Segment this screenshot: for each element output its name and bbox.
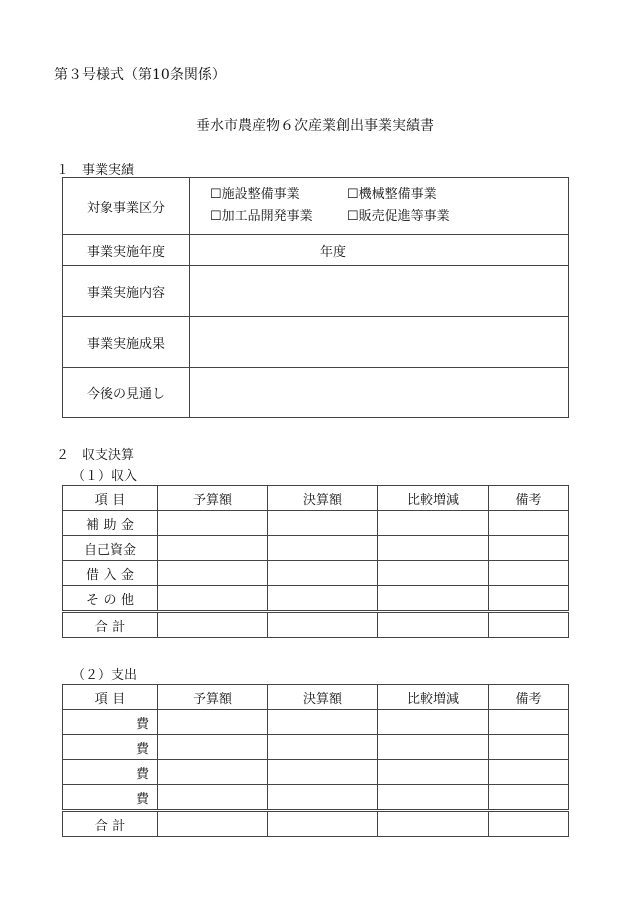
checkbox-icon[interactable]: ☐ — [210, 187, 222, 202]
total-label: 合計 — [63, 811, 158, 837]
category-option-machinery[interactable] — [347, 184, 437, 206]
year-suffix: 年度 — [320, 244, 347, 260]
budget-cell[interactable] — [158, 511, 268, 536]
settlement-cell[interactable] — [268, 735, 378, 760]
expenditure-table — [62, 684, 569, 837]
outlook-row — [63, 368, 569, 418]
year-label: 事業実施年度 — [63, 235, 190, 266]
category-label: 対象事業区分 — [63, 178, 190, 235]
checkbox-icon[interactable]: ☐ — [210, 209, 222, 224]
income-row-own-funds — [63, 536, 569, 561]
settlement-cell[interactable] — [268, 561, 378, 586]
checkbox-icon[interactable]: ☐ — [347, 209, 359, 224]
document-title: 垂水市農産物６次産業創出事業実績書 — [196, 118, 434, 134]
remarks-cell[interactable] — [489, 536, 569, 561]
content-row — [63, 266, 569, 317]
settlement-cell[interactable] — [268, 785, 378, 811]
header-budget: 予算額 — [158, 685, 268, 710]
remarks-cell[interactable] — [489, 811, 569, 837]
row-label: その他 — [63, 586, 158, 612]
header-settlement: 決算額 — [268, 486, 378, 511]
expenditure-row — [63, 785, 569, 811]
difference-cell[interactable] — [378, 760, 489, 785]
remarks-cell[interactable] — [489, 785, 569, 811]
budget-cell[interactable] — [158, 760, 268, 785]
budget-cell[interactable] — [158, 710, 268, 735]
category-option-product-dev[interactable] — [210, 206, 347, 228]
category-row — [63, 178, 569, 235]
row-label: 借入金 — [63, 561, 158, 586]
expenditure-row — [63, 735, 569, 760]
header-item: 項目 — [63, 685, 158, 710]
category-option-label: 加工品開発事業 — [221, 209, 313, 224]
budget-cell[interactable] — [158, 586, 268, 612]
income-row-other — [63, 586, 569, 612]
income-row-loans — [63, 561, 569, 586]
remarks-cell[interactable] — [489, 586, 569, 612]
budget-cell[interactable] — [158, 735, 268, 760]
difference-cell[interactable] — [378, 536, 489, 561]
expenditure-row — [63, 760, 569, 785]
year-row — [63, 235, 569, 266]
header-settlement: 決算額 — [268, 685, 378, 710]
budget-cell[interactable] — [158, 612, 268, 638]
difference-cell[interactable] — [378, 586, 489, 612]
remarks-cell[interactable] — [489, 760, 569, 785]
category-option-sales-promo[interactable] — [347, 206, 450, 228]
difference-cell[interactable] — [378, 811, 489, 837]
income-heading: （１）収入 — [72, 469, 138, 484]
remarks-cell[interactable] — [489, 511, 569, 536]
settlement-cell[interactable] — [268, 536, 378, 561]
row-label: 自己資金 — [63, 536, 158, 561]
row-label: 費 — [63, 735, 158, 760]
header-budget: 予算額 — [158, 486, 268, 511]
header-difference: 比較増減 — [378, 685, 489, 710]
settlement-cell[interactable] — [268, 586, 378, 612]
results-label: 事業実施成果 — [63, 317, 190, 368]
form-number: 第３号様式（第10条関係） — [54, 67, 226, 83]
settlement-cell[interactable] — [268, 612, 378, 638]
content-field[interactable] — [190, 266, 569, 317]
remarks-cell[interactable] — [489, 612, 569, 638]
row-label: 費 — [63, 710, 158, 735]
difference-cell[interactable] — [378, 735, 489, 760]
outlook-field[interactable] — [190, 368, 569, 418]
expenditure-heading: （２）支出 — [72, 668, 138, 683]
remarks-cell[interactable] — [489, 561, 569, 586]
results-row — [63, 317, 569, 368]
budget-cell[interactable] — [158, 785, 268, 811]
settlement-cell[interactable] — [268, 710, 378, 735]
budget-cell[interactable] — [158, 561, 268, 586]
difference-cell[interactable] — [378, 785, 489, 811]
difference-cell[interactable] — [378, 612, 489, 638]
remarks-cell[interactable] — [489, 735, 569, 760]
checkbox-icon[interactable]: ☐ — [347, 187, 359, 202]
category-option-label: 施設整備事業 — [221, 187, 300, 202]
header-remarks: 備考 — [489, 685, 569, 710]
year-field[interactable] — [190, 235, 569, 266]
category-options — [190, 178, 569, 235]
row-label: 費 — [63, 785, 158, 811]
section-1-heading: １ 事業実績 — [56, 163, 135, 178]
category-option-label: 販売促進等事業 — [358, 209, 450, 224]
remarks-cell[interactable] — [489, 710, 569, 735]
total-label: 合計 — [63, 612, 158, 638]
header-item: 項目 — [63, 486, 158, 511]
row-label: 費 — [63, 760, 158, 785]
category-option-facility[interactable] — [210, 184, 347, 206]
outlook-label: 今後の見通し — [63, 368, 190, 418]
expenditure-row — [63, 710, 569, 735]
income-header-row — [63, 486, 569, 511]
settlement-cell[interactable] — [268, 760, 378, 785]
difference-cell[interactable] — [378, 710, 489, 735]
header-remarks: 備考 — [489, 486, 569, 511]
income-row-subsidy — [63, 511, 569, 536]
expenditure-header-row — [63, 685, 569, 710]
difference-cell[interactable] — [378, 511, 489, 536]
results-table — [62, 177, 569, 418]
content-label: 事業実施内容 — [63, 266, 190, 317]
income-table — [62, 485, 569, 638]
settlement-cell[interactable] — [268, 811, 378, 837]
income-total-row — [63, 612, 569, 638]
budget-cell[interactable] — [158, 811, 268, 837]
header-difference: 比較増減 — [378, 486, 489, 511]
section-2-heading: ２ 収支決算 — [56, 448, 135, 463]
row-label: 補助金 — [63, 511, 158, 536]
difference-cell[interactable] — [378, 561, 489, 586]
expenditure-total-row — [63, 811, 569, 837]
budget-cell[interactable] — [158, 536, 268, 561]
settlement-cell[interactable] — [268, 511, 378, 536]
category-option-label: 機械整備事業 — [358, 187, 437, 202]
results-field[interactable] — [190, 317, 569, 368]
